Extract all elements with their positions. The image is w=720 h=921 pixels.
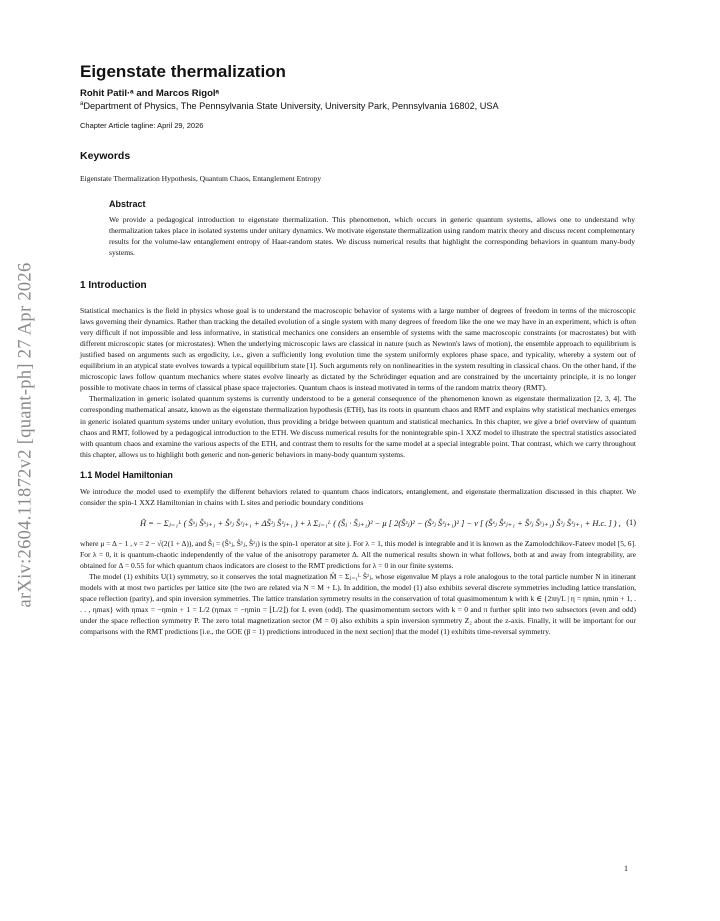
section-heading-introduction: 1 Introduction — [80, 280, 147, 292]
equation-number: (1) — [626, 518, 636, 528]
arxiv-identifier-text: arXiv:2604.11872v2 [quant-ph] 27 Apr 2026 — [15, 262, 36, 608]
page-number: 1 — [624, 864, 628, 873]
affiliation — [80, 101, 636, 111]
keywords-heading: Keywords — [80, 150, 131, 163]
keywords-text: Eigenstate Thermalization Hypothesis, Quantum Chaos, Entanglement Entropy — [80, 174, 322, 184]
hamiltonian-equation — [80, 518, 636, 528]
intro-paragraph-2: Thermalization in generic isolated quantum systems is currently understood to be a general consequence of the phenomenon known as eigenstate thermalization [2, 3, 4]. The corresponding mathematical ansatz, known as the eigenstate thermalization hypothesis (ETH), has its roots in quantum chaos and RMT and explains why statistical mechanics emerges in generic isolated quantum systems under unitary evolution, thus providing a bridge between quantum and statistical mechanics. In this chapter, we give a brief overview of quantum chaos and RMT, followed by a pedagogical introduction to the ETH. We discuss numerical results for the nonintegrable spin-1 XXZ model to illustrate the spectral statistics associated with quantum chaos and examine the various aspects of the ETH, and contrast them to results for the same model at a special integrable point. That contrast, which we carry throughout this chapter, allows us to highlight both generic and non-generic behaviors in many-body quantum systems. — [80, 394, 636, 459]
equation-body: Ĥ = − Σⱼ₌₁ᴸ ( Ŝˣⱼ Ŝˣⱼ₊₁ + Ŝʸⱼ Ŝʸⱼ₊₁ + ΔŜᶻⱼ Ŝᶻⱼ₊₁ ) + λ Σⱼ₌₁ᴸ ( (Ŝⱼ · Ŝⱼ₊₁)² − μ [ 2(Ŝᶻⱼ)² − (Ŝᶻⱼ Ŝᶻⱼ₊₁)² ] − ν [ (Ŝˣⱼ Ŝˣⱼ₊₁ + Ŝʸⱼ Ŝʸⱼ₊₁) Ŝᶻⱼ Ŝᶻⱼ₊₁ + H.c. ] ) , — [140, 518, 621, 528]
model-paragraph-3: The model (1) exhibits U(1) symmetry, so it conserves the total magnetization M̂ = Σⱼ₌₁ᴸ Ŝᶻⱼ, whose eigenvalue M plays a role analogous to the total particle number N in itinerant models with at most two particles per lattice site (the two are related via N = M + L). In addition, the model (1) also exhibits several discrete symmetries including lattice translation, space reflection (parity), and spin inversion symmetries. The lattice translation symmetry results in the conservation of total quasimomentum k with k ∈ {2πη/L | η = ηmin, ηmin + 1, . . . , ηmax} with ηmax = −ηmin + 1 = L/2 (ηmax = −ηmin = ⌊L/2⌋) for L even (odd). The quasimomentum sectors with k = 0 and π further split into two subsectors (even and odd) under the space reflection symmetry P. The zero total magnetization sector (M = 0) also exhibits a spin inversion symmetry Z₂ about the z-axis. Finally, it will be important for our comparisons with the RMT predictions [i.e., the GOE (β = 1) predictions introduced in the next section] that the model (1) exhibits time-reversal symmetry. — [80, 571, 636, 637]
chapter-tagline: Chapter Article tagline: April 29, 2026 — [80, 121, 204, 131]
intro-paragraph-1: Statistical mechanics is the field in physics whose goal is to understand the macroscopic behavior of systems with a large number of degrees of freedom in terms of the microscopic laws governing their dynamics. Rather than tracking the detailed evolution of a single system with many degrees of freedom like the one we may have in an experiment, which is often very difficult if not impossible and less informative, in statistical mechanics one considers an ensemble of systems with the same macroscopic constraints (or macrostates) but with different microscopic states (or microstates). When the underlying microscopic laws are classical in nature (such as Newton's laws of motion), the ensemble approach to equilibrium is justified based on arguments such as ergodicity, i.e., given a sufficiently long evolution time the system uniformly explores phase space, and typicality, whereby a system out of equilibrium in an atypical state evolves towards a typical equilibrium state [1]. Such arguments rely on nonlinearities in the system resulting in classical chaos. On the other hand, if the microscopic laws follow quantum mechanics where states evolve linearly as dictated by the Schrödinger equation and are constrained by the uncertainty principle, it is no longer possible to motivate chaos in terms of classical phase space trajectories. Quantum chaos is instead motivated in terms of the random matrix theory (RMT). — [80, 306, 636, 393]
model-paragraph-1: We introduce the model used to exemplify the different behaviors related to quantum chaos indicators, entanglement, and eigenstate thermalization discussed in this chapter. We consider the spin-1 XXZ Hamiltonian in chains with L sites and periodic boundary conditions — [80, 486, 636, 507]
abstract-text: We provide a pedagogical introduction to eigenstate thermalization. This phenomenon, which occurs in generic quantum systems, allows one to understand why thermalization takes place in isolated systems under unitary dynamics. We motivate eigenstate thermalization using random matrix theory and discuss recent complementary results for the volume-law entanglement entropy of Haar-random states. We discuss numerical results that highlight the corresponding behaviors in quantum many-body systems. — [109, 215, 635, 258]
paper-title: Eigenstate thermalization — [80, 62, 286, 81]
arxiv-identifier-stamp — [16, 245, 36, 625]
paper-page — [80, 62, 636, 637]
subsection-heading-model-hamiltonian: 1.1 Model Hamiltonian — [80, 469, 173, 480]
model-paragraph-2: where μ = Δ − 1 , ν = 2 − √(2(1 + Δ)), and Ŝⱼ = (Ŝˣⱼ, Ŝʸⱼ, Ŝᶻⱼ) is the spin-1 operator at site j. For λ = 1, this model is integrable and it is known as the Zamolodchikov-Fateev model [5, 6]. For λ = 0, it is quantum-chaotic independently of the value of the anisotropy parameter Δ. All the numerical results shown in what follows, both at and away from integrability, are obtained for Δ = 0.55 for which quantum chaos indicators are closest to the RMT predictions for λ = 0 in our finite systems. — [80, 538, 636, 570]
abstract-heading: Abstract — [109, 199, 146, 210]
affiliation-text: Department of Physics, The Pennsylvania State University, University Park, Pennsylvania 16802, USA — [83, 101, 499, 112]
author-list: Rohit Patil·ᵃ and Marcos Rigolᵃ — [80, 88, 220, 99]
abstract-block — [109, 199, 635, 258]
affiliation-marker: a — [80, 101, 84, 107]
